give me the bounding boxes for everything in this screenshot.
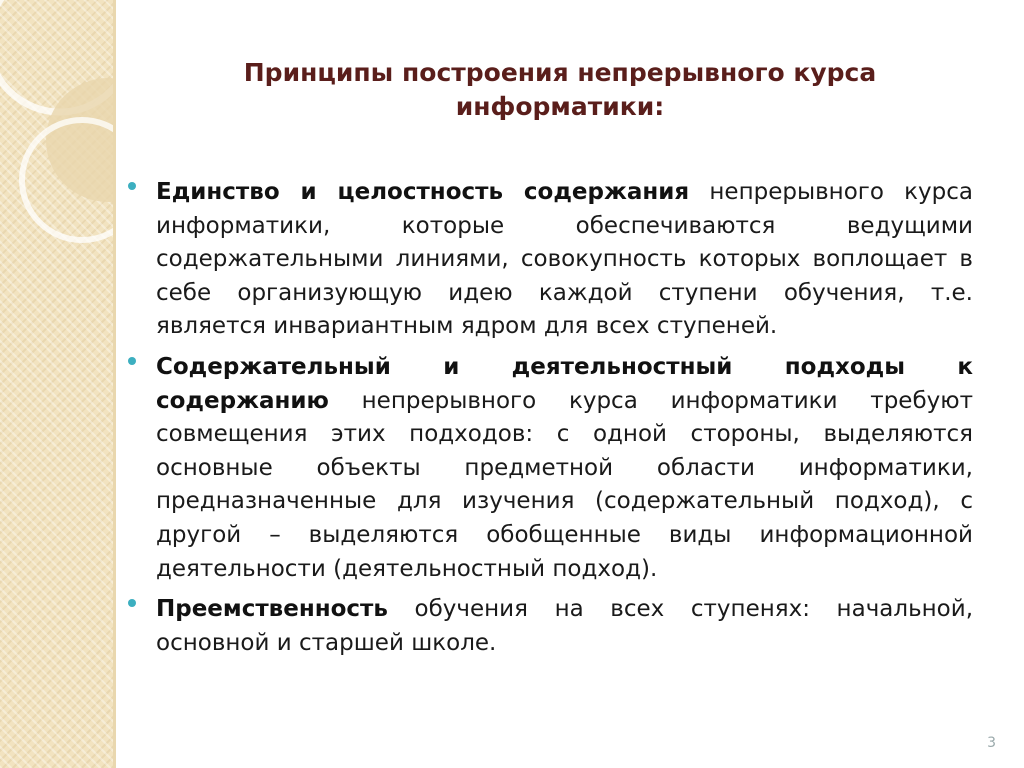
bullet-dot-icon [128, 599, 136, 607]
decorative-disc [46, 78, 113, 202]
bullet-text [156, 176, 973, 344]
list-item [128, 351, 973, 586]
bullet-list [128, 176, 973, 667]
bullet-dot-icon [128, 357, 136, 365]
list-item [128, 593, 973, 660]
panel-divider [113, 0, 116, 768]
bullet-dot-icon [128, 182, 136, 190]
bullet-bold-lead: Преемственность [156, 596, 388, 623]
bullet-text [156, 593, 973, 660]
bullet-text [156, 351, 973, 586]
bullet-body: непрерывного курса информатики требуют совмещения этих подходов: с одной стороны, выделяются основные объекты предметной области информатики, предназначенные для изучения (содержательный подход), с другой – выделяются обобщенные виды информационной деятельности (деятельностный подход). [156, 387, 973, 582]
decorative-side-panel [0, 0, 113, 768]
bullet-body: непрерывного курса информатики, которые обеспечиваются ведущими содержательными линиями, совокупность которых воплощает в себе организующую идею каждой ступени обучения, т.е. является инвариантным ядром для всех ступеней. [156, 179, 973, 340]
decorative-rings [0, 0, 113, 768]
page-number: 3 [987, 735, 996, 751]
bullet-body: обучения на всех ступенях: начальной, основной и старшей школе. [156, 596, 973, 656]
bullet-bold-lead: Единство и целостность содержания [156, 179, 690, 205]
list-item [128, 176, 973, 344]
bullet-bold-lead: Содержательный и деятельностный подходы к содержанию [156, 353, 973, 414]
slide-title: Принципы построения непрерывного курса информатики: [243, 58, 877, 121]
